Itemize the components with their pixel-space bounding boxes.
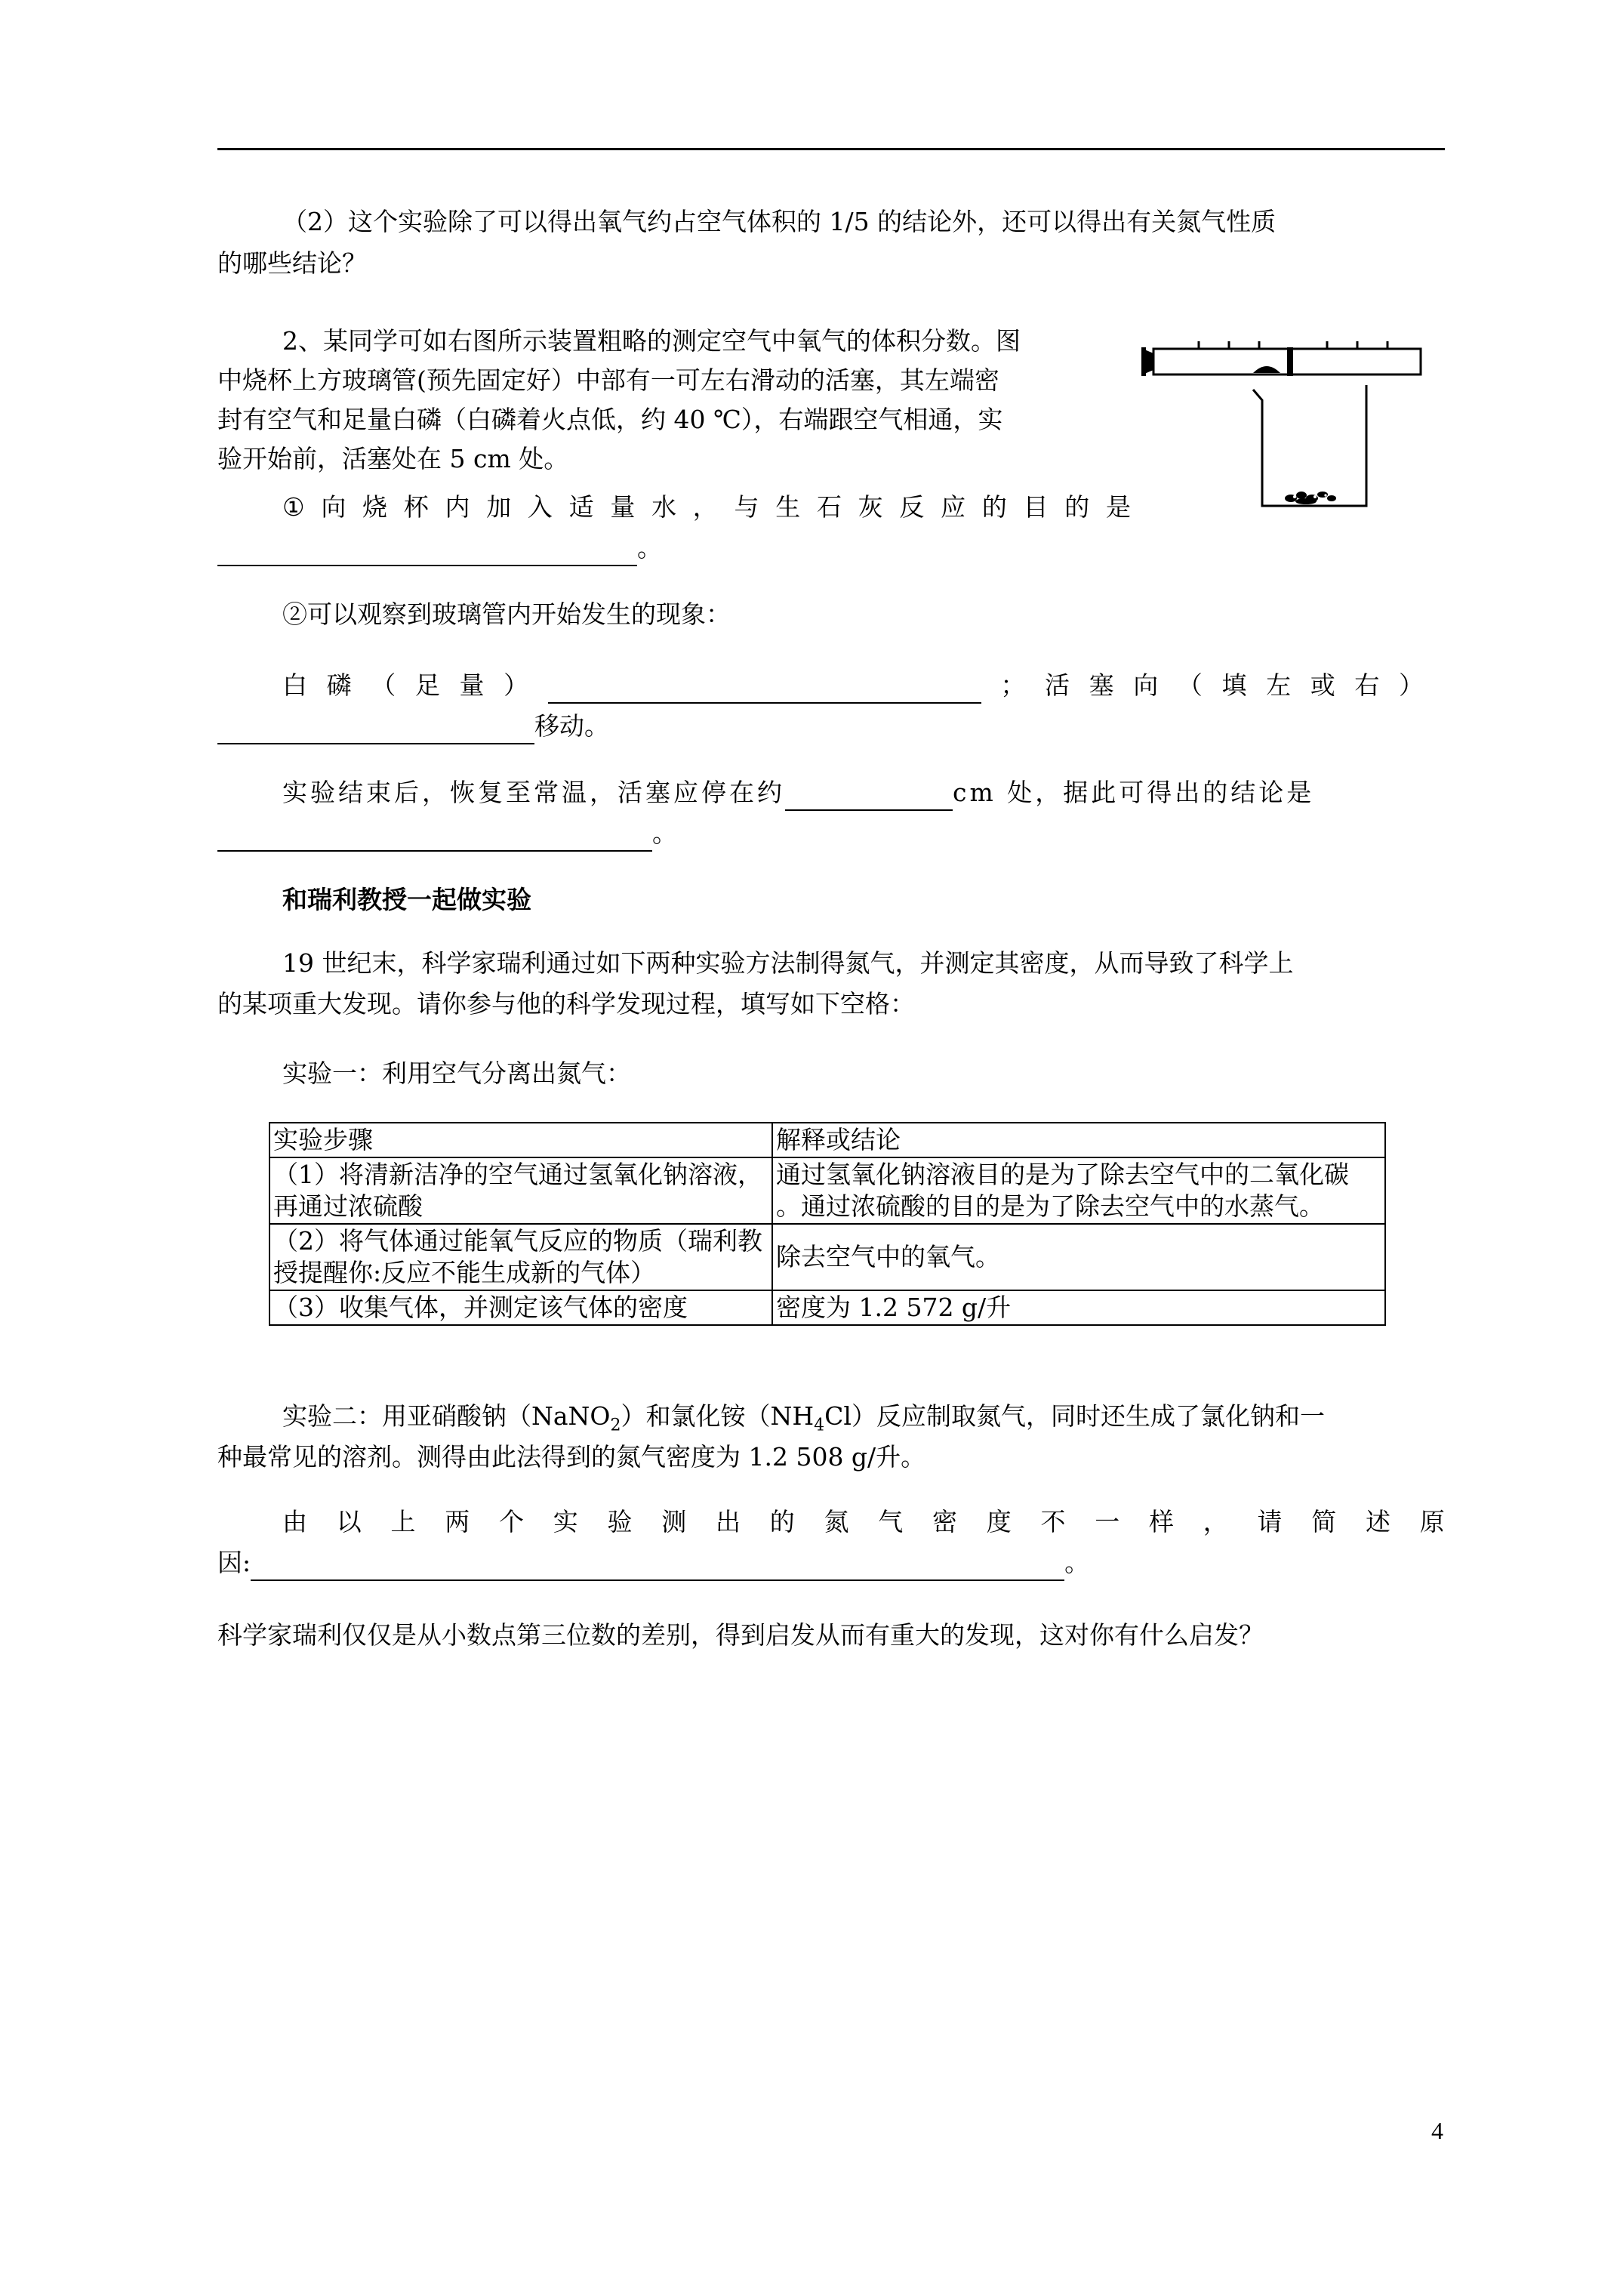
reason-char: 不 — [1040, 1507, 1066, 1536]
q2-item2-title: ②可以观察到玻璃管内开始发生的现象： — [282, 599, 731, 629]
q2-item1-line2 — [217, 530, 662, 566]
q2-item1-char: 入 — [527, 492, 553, 522]
q2-item2-char: ； — [1000, 670, 1026, 700]
reason-char: 实 — [553, 1507, 578, 1536]
reason-char: 密 — [932, 1507, 957, 1536]
table-row — [269, 1290, 1385, 1325]
q2-item2-char: （ — [371, 670, 396, 700]
reason-char: 气 — [878, 1507, 904, 1536]
section-intro-line1: 19 世纪末，科学家瑞利通过如下两种实验方法制得氮气，并测定其密度，从而导致了科学上 — [282, 948, 1294, 978]
q2-item2-char: （ — [1177, 670, 1203, 700]
q2-item1-char: 烧 — [362, 492, 388, 522]
q2-item1-char: 的 — [981, 492, 1007, 522]
q2-item1-char: ① — [282, 492, 305, 522]
table-header: 解释或结论 — [772, 1123, 1385, 1157]
q2-item1-char: 水 — [651, 492, 677, 522]
reason-char: 原 — [1419, 1507, 1445, 1536]
subscript: 4 — [814, 1416, 825, 1435]
experiment-table — [269, 1122, 1386, 1326]
table-cell: （1）将清新洁净的空气通过氢氧化钠溶液，再通过浓硫酸 — [269, 1157, 772, 1224]
header-rule — [217, 148, 1445, 150]
reason-char: 度 — [986, 1507, 1012, 1536]
q2-item2-char: ） — [1399, 670, 1424, 700]
q2-item2-char: 向 — [1133, 670, 1159, 700]
page-number: 4 — [1431, 2117, 1443, 2144]
q2-item2-char: 左 — [1266, 670, 1292, 700]
move-text: 移动。 — [534, 711, 609, 741]
reason-label: 因: — [217, 1548, 251, 1577]
reason-char: 的 — [769, 1507, 795, 1536]
q2-item2-char: 填 — [1221, 670, 1247, 700]
q2-item1-char: 量 — [610, 492, 636, 522]
table-header-row — [269, 1123, 1385, 1157]
q2-item1-char: 的 — [1064, 492, 1090, 522]
period: 。 — [1064, 1548, 1090, 1577]
q2-item2-char: 右 — [1354, 670, 1380, 700]
q2-item3-line1 — [282, 775, 1445, 811]
reason-char: ， — [1203, 1507, 1228, 1536]
table-row — [269, 1157, 1385, 1224]
reason-char: 个 — [499, 1507, 524, 1536]
exp1-title: 实验一：利用空气分离出氮气： — [282, 1059, 631, 1088]
q2-item3-right: cm 处，据此可得出的结论是 — [953, 778, 1315, 807]
section-intro-line2: 的某项重大发现。请你参与他的科学发现过程，填写如下空格： — [217, 989, 915, 1019]
table-header: 实验步骤 — [269, 1123, 772, 1157]
q2-intro-line1: 2、某同学可如右图所示装置粗略的测定空气中氧气的体积分数。图 — [282, 326, 1021, 356]
q2-item1-line1 — [282, 489, 1131, 525]
q2-item1-char: 加 — [486, 492, 512, 522]
q2-item3-left: 实验结束后，恢复至常温，活塞应停在约 — [282, 778, 785, 807]
answer-blank-3[interactable] — [217, 716, 534, 744]
q2-item2-char: 白 — [282, 670, 307, 700]
q2-item1-char: 灰 — [858, 492, 883, 522]
apparatus-diagram — [1140, 317, 1427, 513]
q2-intro-line4: 验开始前，活塞处在 5 cm 处。 — [217, 444, 569, 473]
q2-item2-line2 — [217, 708, 609, 744]
exp2-text: 实验二：用亚硝酸钠（NaNO — [282, 1401, 611, 1431]
answer-blank-2[interactable] — [548, 675, 981, 704]
reason-char: 上 — [390, 1507, 416, 1536]
answer-blank-1[interactable] — [217, 538, 637, 566]
reason-char: 出 — [716, 1507, 741, 1536]
q2-item2-char: 足 — [414, 670, 440, 700]
q2-item1-char: 应 — [941, 492, 966, 522]
reason-char: 简 — [1311, 1507, 1337, 1536]
reason-char: 氮 — [824, 1507, 849, 1536]
q2-item1-char: 生 — [775, 492, 801, 522]
answer-blank-6[interactable] — [251, 1552, 1064, 1581]
reason-char: 验 — [607, 1507, 633, 1536]
subscript: 2 — [610, 1416, 621, 1435]
reason-char: 两 — [445, 1507, 470, 1536]
q2-item2-char: 塞 — [1089, 670, 1114, 700]
q1-2-line2: 的哪些结论？ — [217, 248, 367, 278]
q2-item1-char: 适 — [568, 492, 594, 522]
q2-item1-char: 反 — [899, 492, 925, 522]
q2-item1-char: 杯 — [403, 492, 429, 522]
q2-intro-line3: 封有空气和足量白磷（白磷着火点低，约 40 ℃），右端跟空气相通，实 — [217, 405, 1003, 434]
q2-item2-char: 活 — [1045, 670, 1070, 700]
reason-char: 述 — [1366, 1507, 1390, 1536]
table-cell: （3）收集气体，并测定该气体的密度 — [269, 1290, 772, 1325]
answer-blank-4[interactable] — [785, 782, 953, 811]
exp2-line1 — [282, 1398, 1325, 1435]
q2-intro-line2: 中烧杯上方玻璃管(预先固定好）中部有一可左右滑动的活塞，其左端密 — [217, 365, 999, 395]
q2-item3-line2 — [217, 815, 677, 852]
q2-item1-char: 内 — [445, 492, 470, 522]
exp2-line2: 种最常见的溶剂。测得由此法得到的氮气密度为 1.2 508 g/升。 — [217, 1442, 926, 1472]
reason-line1 — [282, 1504, 1445, 1540]
reason-line2 — [217, 1545, 1089, 1581]
q2-item2-char: 磷 — [326, 670, 352, 700]
reason-char: 请 — [1257, 1507, 1283, 1536]
q1-2-line1: （2）这个实验除了可以得出氧气约占空气体积的 1/5 的结论外，还可以得出有关氮气性质 — [282, 207, 1277, 236]
reason-char: 一 — [1095, 1507, 1120, 1536]
final-question: 科学家瑞利仅仅是从小数点第三位数的差别，得到启发从而有重大的发现，这对你有什么启发？ — [217, 1620, 1264, 1650]
answer-blank-5[interactable] — [217, 823, 652, 852]
q2-item1-char: 石 — [816, 492, 842, 522]
q2-item2-char: 或 — [1310, 670, 1335, 700]
reason-char: 测 — [661, 1507, 687, 1536]
q2-item1-char: 目 — [1023, 492, 1049, 522]
reason-char: 以 — [336, 1507, 362, 1536]
q2-item2-char: ） — [504, 670, 529, 700]
reason-char: 样 — [1149, 1507, 1174, 1536]
q2-item2-char: 量 — [459, 670, 485, 700]
q2-item1-char: 向 — [321, 492, 346, 522]
exp2-text: Cl）反应制取氮气，同时还生成了氯化钠和一 — [824, 1401, 1325, 1431]
table-cell: 通过氢氧化钠溶液目的是为了除去空气中的二氧化碳 。通过浓硫酸的目的是为了除去空气中的水蒸气。 — [772, 1157, 1385, 1224]
period: 。 — [637, 533, 662, 562]
exp2-text: ）和氯化铵（NH — [621, 1401, 815, 1431]
q2-item2-line1 — [282, 667, 1424, 704]
section-heading: 和瑞利教授一起做实验 — [282, 885, 531, 914]
table-cell: （2）将气体通过能氧气反应的物质（瑞利教授提醒你:反应不能生成新的气体） — [269, 1224, 772, 1290]
table-cell: 除去空气中的氧气。 — [772, 1224, 1385, 1290]
q2-item1-char: ， — [692, 492, 718, 522]
table-cell: 密度为 1.2 572 g/升 — [772, 1290, 1385, 1325]
table-row — [269, 1224, 1385, 1290]
q2-item1-char: 与 — [734, 492, 759, 522]
q2-item1-char: 是 — [1105, 492, 1131, 522]
period: 。 — [652, 818, 677, 848]
reason-char: 由 — [282, 1507, 307, 1536]
